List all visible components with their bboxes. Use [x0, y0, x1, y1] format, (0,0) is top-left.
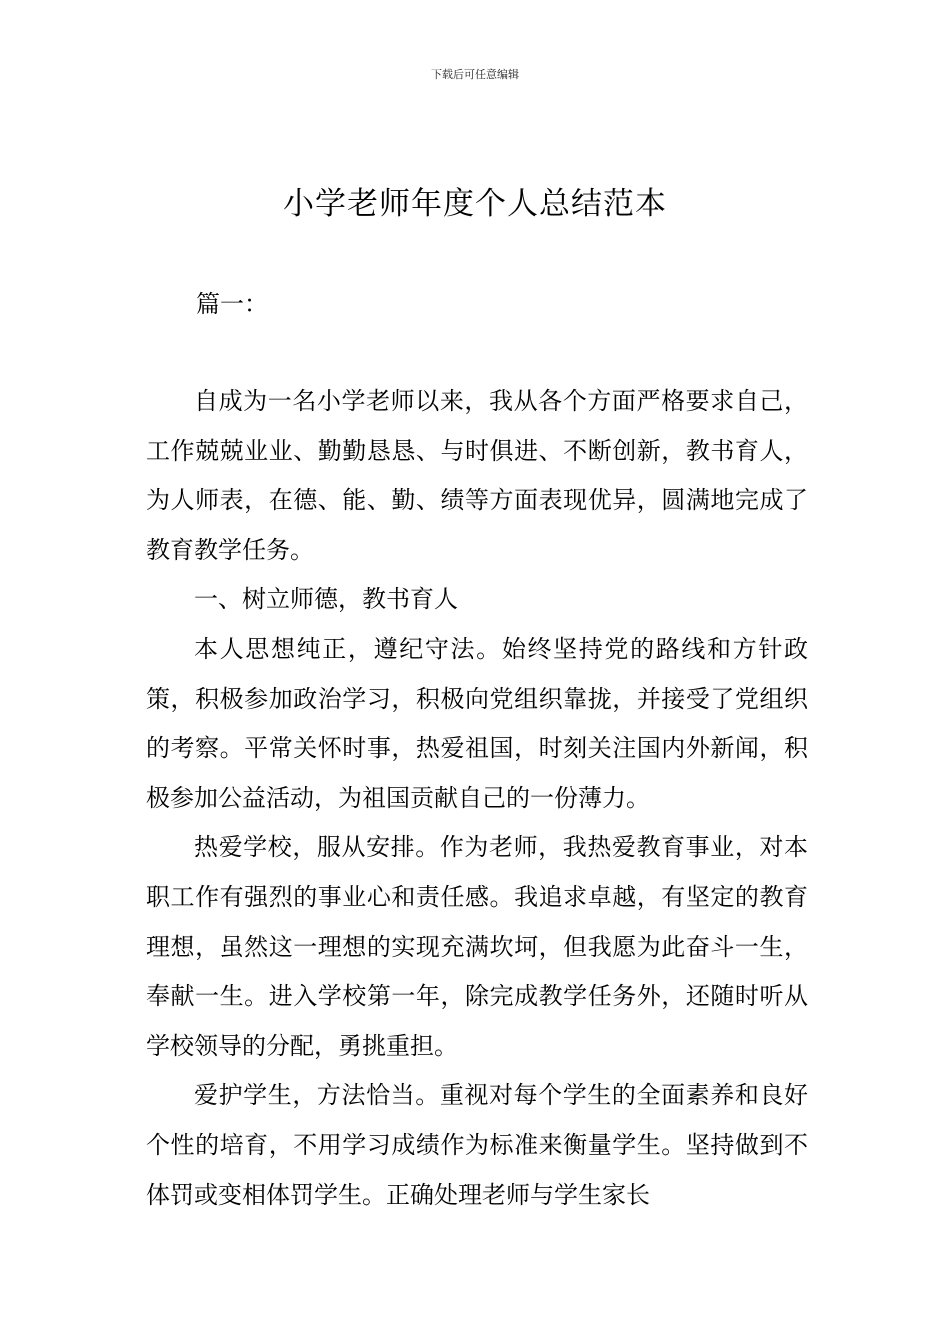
paragraph-care-students: 爱护学生，方法恰当。重视对每个学生的全面素养和良好个性的培育，不用学习成绩作为标准来衡量学生。坚持做到不体罚或变相体罚学生。正确处理老师与学生家长	[146, 1081, 808, 1209]
section-heading: 一、树立师德，教书育人	[194, 585, 458, 614]
document-body	[146, 377, 808, 1220]
paragraph-love-school: 热爱学校，服从安排。作为老师，我热爱教育事业，对本职工作有强烈的事业心和责任感。我追求卓越，有坚定的教育理想，虽然这一理想的实现充满坎坷，但我愿为此奋斗一生，奉献一生。进入学校第一年，除完成教学任务外，还随时听从学校领导的分配，勇挑重担。	[146, 833, 808, 1060]
paragraph-intro: 自成为一名小学老师以来，我从各个方面严格要求自己，工作兢兢业业、勤勤恳恳、与时俱进、不断创新，教书育人，为人师表，在德、能、勤、绩等方面表现优异，圆满地完成了教育教学任务。	[146, 387, 808, 564]
document-title: 小学老师年度个人总结范本	[283, 186, 667, 222]
section-label: 篇一：	[196, 290, 268, 318]
paragraph-ideology: 本人思想纯正，遵纪守法。始终坚持党的路线和方针政策，积极参加政治学习，积极向党组织靠拢，并接受了党组织的考察。平常关怀时事，热爱祖国，时刻关注国内外新闻，积极参加公益活动，为祖国贡献自己的一份薄力。	[146, 634, 808, 812]
header-note: 下载后可任意编辑	[431, 68, 519, 81]
